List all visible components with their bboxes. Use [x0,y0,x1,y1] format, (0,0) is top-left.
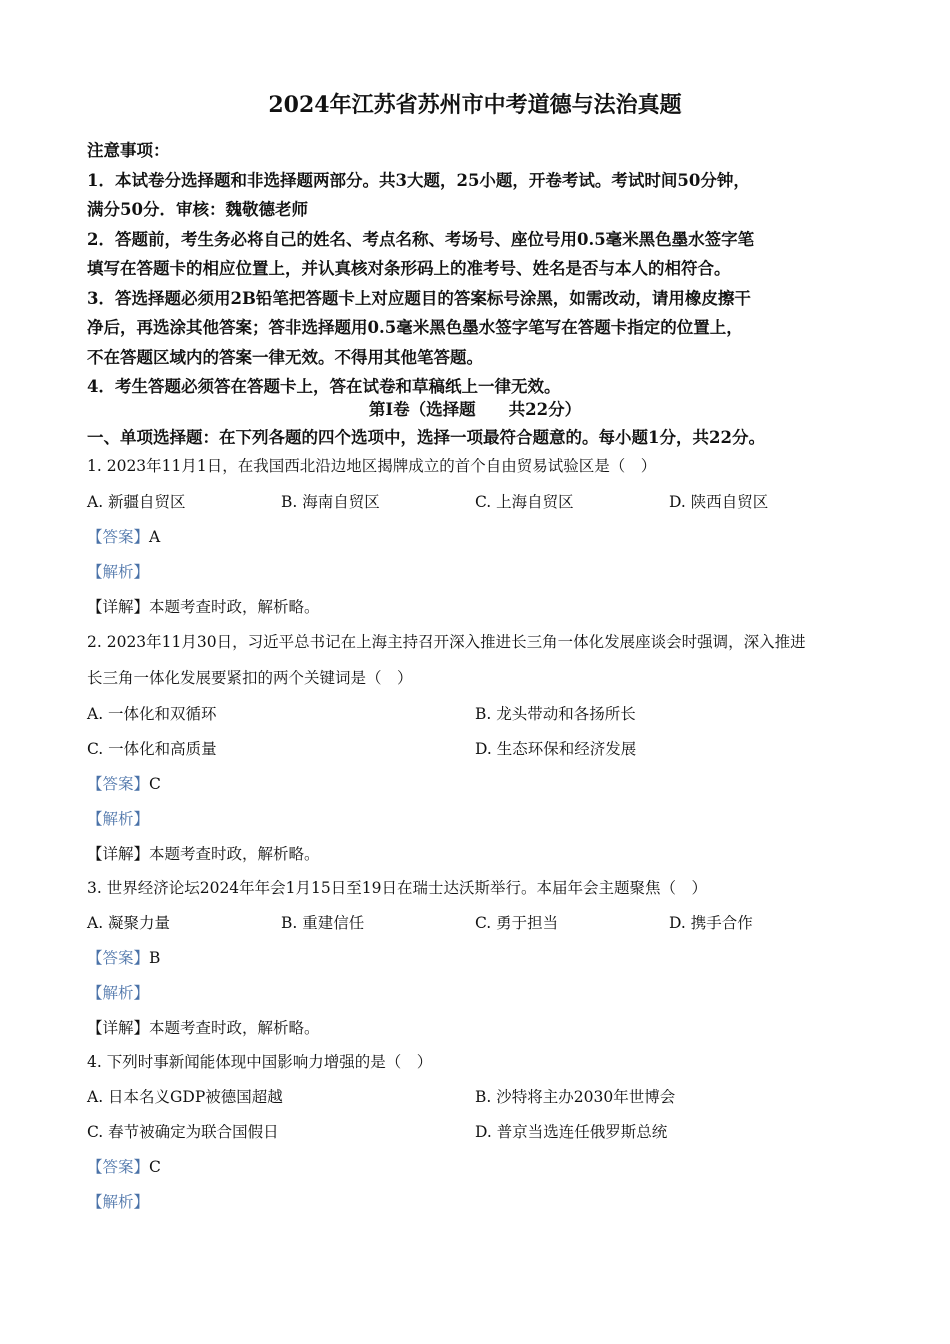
notes-line: 净后，再选涂其他答案；答非选择题用0.5毫米黑色墨水签字笔写在答题卡指定的位置上， [87,318,743,337]
option-b: B. 重建信任 [281,914,365,932]
answer-label: 【答案】 [87,949,150,967]
answer-line [87,772,161,796]
analysis-label: 【解析】 [87,984,150,1002]
question-stem: 1. 2023年11月1日，在我国西北沿边地区揭牌成立的首个自由贸易试验区是（ ） [87,457,657,475]
option-c: C. 上海自贸区 [475,493,574,511]
analysis-label: 【解析】 [87,563,150,581]
answer-value: A [149,528,161,546]
option-b: B. 海南自贸区 [281,493,380,511]
analysis-label: 【解析】 [87,810,150,828]
notes-block [87,136,877,402]
notes-line: 3．答选择题必须用2B铅笔把答题卡上对应题目的答案标号涂黑，如需改动，请用橡皮擦干 [87,288,751,308]
answer-label: 【答案】 [87,775,150,793]
question-stem: 2. 2023年11月30日，习近平总书记在上海主持召开深入推进长三角一体化发展座谈会时强调，深入推进 [87,633,806,651]
option-c: C. 一体化和高质量 [87,740,217,758]
option-a: A. 日本名义GDP被德国超越 [87,1088,283,1106]
question-options [87,911,877,935]
option-a: A. 一体化和双循环 [87,705,217,723]
question-stem: 4. 下列时事新闻能体现中国影响力增强的是（ ） [87,1053,433,1071]
section-instruction: 一、单项选择题：在下列各题的四个选项中，选择一项最符合题意的。每小题1分，共22分。 [87,428,765,447]
page-title: 2024年江苏省苏州市中考道德与法治真题 [268,92,682,118]
notes-line: 填写在答题卡的相应位置上，并认真核对条形码上的准考号、姓名是否与本人的相符合。 [87,259,731,278]
option-d: D. 普京当选连任俄罗斯总统 [475,1123,668,1141]
detail-label: 【详解】 [87,1019,150,1037]
notes-heading: 注意事项： [87,141,170,160]
notes-line: 2．答题前，考生务必将自己的姓名、考点名称、考场号、座位号用0.5毫米黑色墨水签字笔 [87,229,755,249]
section-title: 第I卷（选择题 共22分） [368,400,582,419]
notes-line: 满分50分．审核：魏敬德老师 [87,200,308,219]
answer-label: 【答案】 [87,1158,150,1176]
answer-label: 【答案】 [87,528,150,546]
answer-line [87,946,160,970]
question-options [87,1085,877,1109]
option-b: B. 龙头带动和各扬所长 [475,705,636,723]
analysis-label: 【解析】 [87,1193,150,1211]
option-d: D. 生态环保和经济发展 [475,740,637,758]
question-options [87,1120,877,1144]
notes-line: 1．本试卷分选择题和非选择题两部分。共3大题，25小题，开卷考试。考试时间50分钟， [87,170,750,190]
notes-line: 不在答题区域内的答案一律无效。不得用其他笔答题。 [87,347,483,367]
notes-line: 4．考生答题必须答在答题卡上，答在试卷和草稿纸上一律无效。 [87,377,561,396]
answer-line [87,1155,161,1179]
option-d: D. 携手合作 [669,914,753,932]
answer-line [87,525,160,549]
detail-text: 本题考查时政，解析略。 [149,1019,320,1037]
detail-label: 【详解】 [87,598,150,616]
option-a: A. 新疆自贸区 [87,493,186,511]
option-d: D. 陕西自贸区 [669,493,769,511]
detail-line [87,1016,320,1040]
option-b: B. 沙特将主办2030年世博会 [475,1088,676,1106]
answer-value: B [149,949,161,967]
question-stem: 长三角一体化发展要紧扣的两个关键词是（ ） [87,669,413,687]
answer-value: C [149,775,161,793]
option-c: C. 春节被确定为联合国假日 [87,1123,279,1141]
option-a: A. 凝聚力量 [87,914,171,932]
question-options [87,702,877,726]
detail-label: 【详解】 [87,845,150,863]
answer-value: C [149,1158,161,1176]
question-stem: 3. 世界经济论坛2024年年会1月15日至19日在瑞士达沃斯举行。本届年会主题聚焦（ ） [87,879,707,897]
detail-line [87,842,320,866]
option-c: C. 勇于担当 [475,914,559,932]
detail-text: 本题考查时政，解析略。 [149,845,320,863]
question-options [87,737,877,761]
question-options [87,490,877,514]
detail-line [87,595,320,619]
detail-text: 本题考查时政，解析略。 [149,598,320,616]
